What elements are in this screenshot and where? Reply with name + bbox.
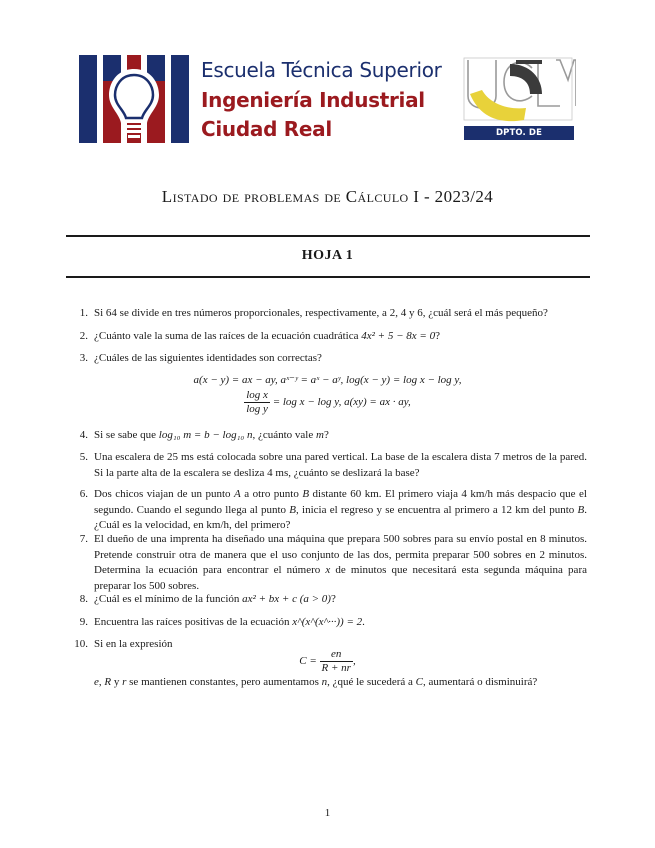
problem-10-intro: Si en la expresión xyxy=(94,638,173,650)
problem-number: 5. xyxy=(79,451,88,463)
problem-number: 1. xyxy=(79,307,88,319)
problem-number: 3. xyxy=(79,352,88,364)
problem-number: 6. xyxy=(79,488,88,500)
etsii-logo xyxy=(79,55,189,143)
school-name-line3: Ciudad Real xyxy=(201,117,332,141)
formula-c: C = $\frac{en}{R + nr}$ , xyxy=(299,648,356,674)
problem-9: Encuentra las raíces positivas de la ecuación x^(x^(x^···)) = 2. xyxy=(94,616,365,628)
problem-number: 8. xyxy=(79,593,88,605)
page-number: 1 xyxy=(324,807,331,819)
dept-label: DPTO. DE MATEMÁTICAS xyxy=(464,126,574,140)
document-title: Listado de problemas de Cálculo I - 2023/24 xyxy=(161,187,494,206)
problem-2: ¿Cuánto vale la suma de las raíces de la ecuación cuadrática 4x² + 5 − 8x = 0? xyxy=(94,330,440,342)
school-name-line2: Ingeniería Industrial xyxy=(201,88,425,112)
formula-fraction: $\frac{en}{R + nr}$ xyxy=(321,648,351,674)
log-fraction: $\frac{\text{log x}}{\text{log y}}$ xyxy=(246,389,268,415)
problem-number: 7. xyxy=(79,533,88,545)
problem-4: Si se sabe que log₁₀ m = b − log₁₀ n, ¿cuánto vale m? xyxy=(94,429,329,441)
problem-number: 4. xyxy=(79,429,88,441)
school-name-line1: Escuela Técnica Superior xyxy=(201,58,442,82)
sheet-heading: HOJA 1 xyxy=(301,248,354,263)
problem-6: Dos chicos viajan de un punto A a otro punto B distante 60 km. El primero viaja 4 km/h más despacio que el segundo. Cuando el segundo llega al punto B, inicia el regreso y se encuentra al primero a 12 km del punto B. ¿Cuál es la velocidad, en km/h, del primero? xyxy=(94,488,587,532)
problem-8: ¿Cuál es el mínimo de la función ax² + bx + c (a > 0)? xyxy=(94,593,336,605)
problem-number: 9. xyxy=(79,616,88,628)
problem-1: Si 64 se divide en tres números proporcionales, respectivamente, a 2, 4 y 6, ¿cuál será el más pequeño? xyxy=(94,307,548,319)
bottom-rule xyxy=(66,276,590,278)
problem-number: 10. xyxy=(74,638,88,650)
quadratic-equation: 4x² + 5 − 8x = 0 xyxy=(361,330,436,342)
identities-line-1: a(x − y) = ax − ay, aˣ⁻ʸ = aˣ − aʸ, log(x − y) = log x − log y, xyxy=(193,374,462,386)
top-rule xyxy=(66,235,590,237)
problem-number: 2. xyxy=(79,330,88,342)
identities-line-2: $\frac{\text{log x}}{\text{log y}}$ = log x − log y, a(xy) = ax · ay, xyxy=(246,389,411,415)
problem-10: e, R y r se mantienen constantes, pero aumentamos n, ¿qué le sucederá a C, aumentará o disminuirá? xyxy=(94,676,538,688)
problem-3: ¿Cuáles de las siguientes identidades son correctas? xyxy=(94,352,322,364)
problem-7: El dueño de una imprenta ha diseñado una máquina que prepara 500 sobres para su envío postal en 8 minutos. Pretende construir otra de manera que el uso conjunto de las dos, permita preparar 500 sobres en 2 minutos. Determina la ecuación para encontrar el número x de minutos que necesitará esta segunda máquina para preparar los 500 sobres. xyxy=(94,533,587,593)
problem-5: Una escalera de 25 ms está colocada sobre una pared vertical. La base de la escalera dista 7 metros de la pared. Si la parte alta de la escalera se desliza 4 ms, ¿cuánto se deslizará la base? xyxy=(94,451,587,479)
